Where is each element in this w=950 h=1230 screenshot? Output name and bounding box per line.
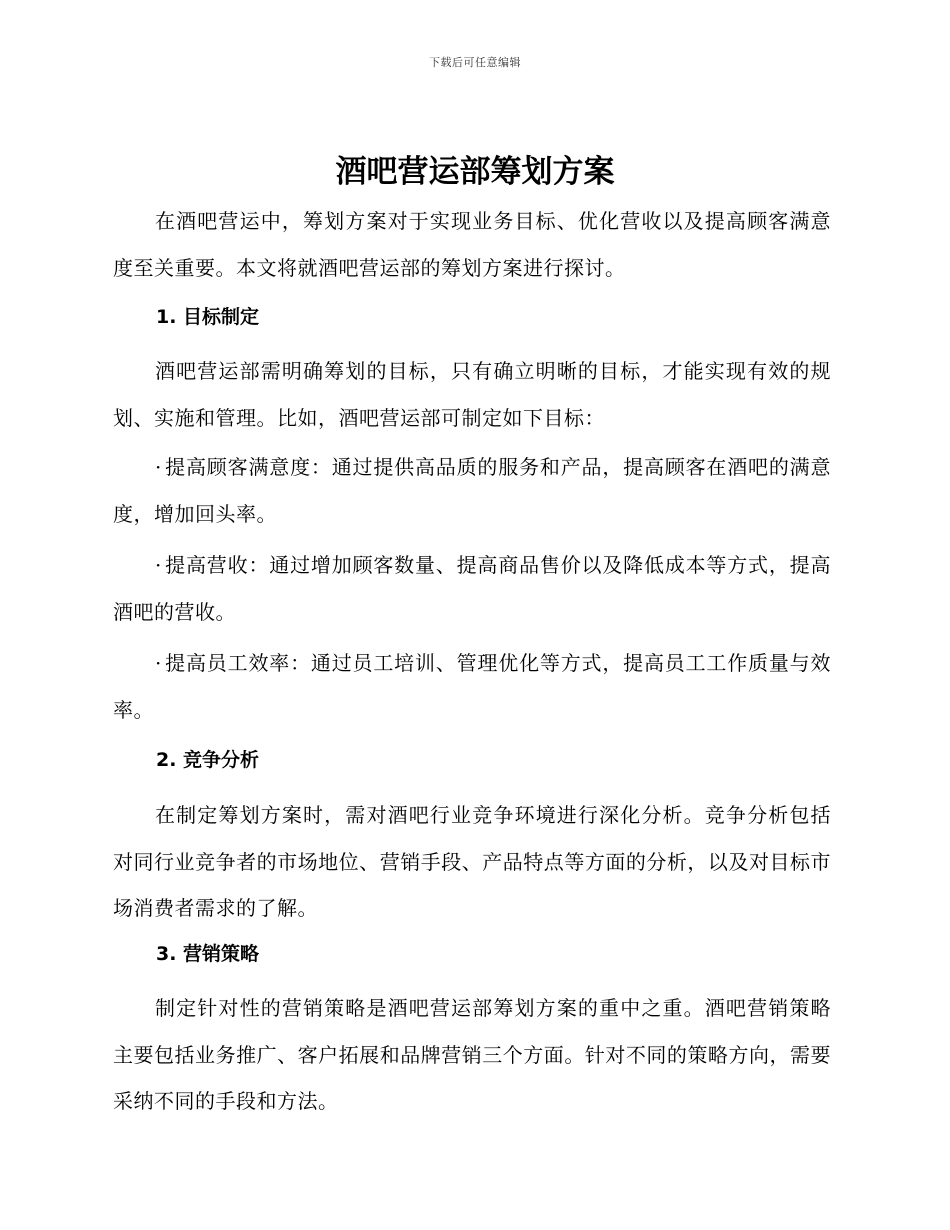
section-body-marketing: 制定针对性的营销策略是酒吧营运部筹划方案的重中之重。酒吧营销策略主要包括业务推广、客户拓展和品牌营销三个方面。针对不同的策略方向，需要采纳不同的手段和方法。 — [113, 996, 831, 1113]
bullet-text: 提高员工效率：通过员工培训、管理优化等方式，提高员工工作质量与效率。 — [113, 651, 831, 722]
goal-bullet-satisfaction — [113, 444, 831, 537]
section-body-competition: 在制定筹划方案时，需对酒吧行业竞争环境进行深化分析。竞争分析包括对同行业竞争者的市场地位、营销手段、产品特点等方面的分析，以及对目标市场消费者需求的了解。 — [113, 803, 831, 920]
section-heading-competition: 2. 竞争分析 — [156, 749, 260, 771]
bullet-text: 提高顾客满意度：通过提供高品质的服务和产品，提高顾客在酒吧的满意度，增加回头率。 — [113, 455, 831, 526]
bullet-text: 提高营收：通过增加顾客数量、提高商品售价以及降低成本等方式，提高酒吧的营收。 — [113, 553, 831, 624]
document-title: 酒吧营运部筹划方案 — [335, 154, 615, 190]
goal-bullet-efficiency — [113, 640, 831, 733]
section-heading-goals: 1. 目标制定 — [156, 306, 260, 328]
section-heading-marketing: 3. 营销策略 — [156, 943, 260, 965]
bullet-dot: · — [155, 651, 162, 675]
section-body-goals: 酒吧营运部需明确筹划的目标，只有确立明晰的目标，才能实现有效的规划、实施和管理。比如，酒吧营运部可制定如下目标： — [113, 359, 831, 430]
intro-paragraph: 在酒吧营运中，筹划方案对于实现业务目标、优化营收以及提高顾客满意度至关重要。本文将就酒吧营运部的筹划方案进行探讨。 — [113, 209, 831, 280]
header-note: 下载后可任意编辑 — [429, 56, 521, 69]
goal-bullet-revenue — [113, 542, 831, 635]
bullet-dot: · — [155, 553, 162, 577]
bullet-dot: · — [155, 455, 162, 479]
